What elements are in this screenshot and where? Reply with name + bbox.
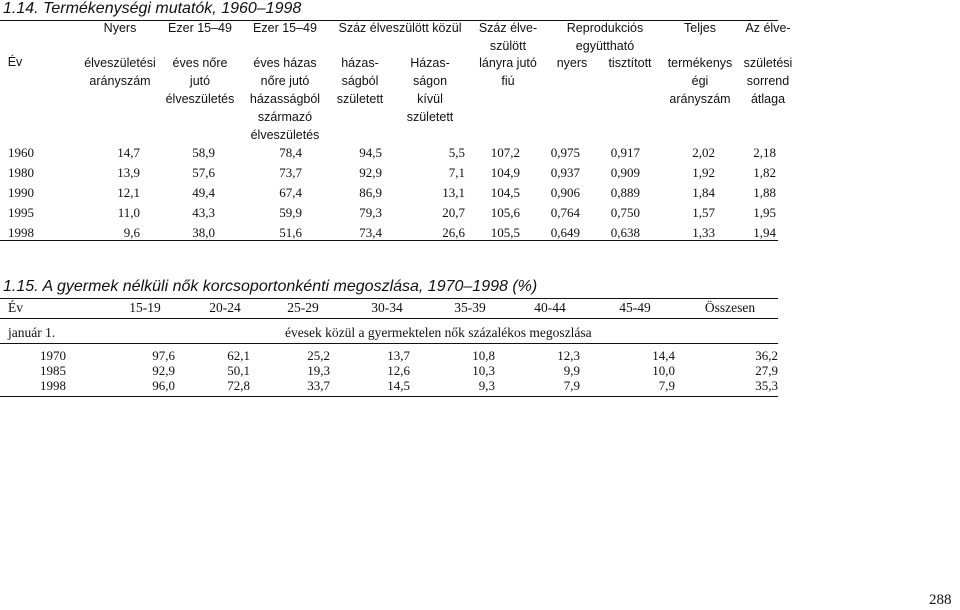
table-cell: 12,1 (117, 185, 140, 200)
header-sorrend-atlaga: Az élve- (745, 21, 791, 35)
header-szaz-elveszulott: Száz élveszülött közül (338, 21, 462, 35)
table-cell: 2,18 (753, 145, 776, 160)
table-cell: 25,2 (307, 348, 330, 363)
table-cell: 9,9 (563, 363, 580, 378)
header-ezer-hazas: nőre jutó (260, 74, 310, 88)
header-reprodukcios: együttható (575, 39, 635, 53)
table2-header-age: 35-39 (454, 300, 486, 315)
table-cell: 10,8 (472, 348, 495, 363)
row-year: 1970 (40, 348, 66, 363)
table-cell: 14,4 (652, 348, 675, 363)
table-cell: 0,906 (550, 185, 580, 200)
table-cell: 38,0 (192, 225, 215, 240)
table2-subheader-january: január 1. (8, 325, 56, 340)
table-cell: 12,3 (557, 348, 580, 363)
table-cell: 2,02 (692, 145, 715, 160)
table-cell: 36,2 (755, 348, 778, 363)
table-cell: 92,9 (359, 165, 382, 180)
table-cell: 10,0 (652, 363, 675, 378)
header-ezer-15-49: Ezer 15–49 (168, 21, 232, 35)
table-cell: 62,1 (227, 348, 250, 363)
table-cell: 51,6 (279, 225, 302, 240)
table2-header-age: 40-44 (534, 300, 566, 315)
table-cell: 1,33 (692, 225, 715, 240)
table-cell: 14,5 (387, 378, 410, 393)
row-year: 1998 (40, 378, 66, 393)
table-cell: 5,5 (448, 145, 465, 160)
header-hazassagbol: született (336, 92, 384, 106)
table-cell: 1,57 (692, 205, 715, 220)
header-hazassagon-kivul: Házas- (410, 56, 450, 70)
table-cell: 97,6 (152, 348, 175, 363)
header-teljes-termekenysegi: termékenys (667, 56, 733, 70)
header-teljes-termekenysegi: égi (691, 74, 709, 88)
table-cell: 0,638 (610, 225, 640, 240)
header-ezer-hazas: élveszületés (250, 128, 320, 142)
table-cell: 35,3 (755, 378, 778, 393)
table2-header-rule (0, 318, 778, 319)
header-ezer-hazas: Ezer 15–49 (253, 21, 317, 35)
table-cell: 13,1 (442, 185, 465, 200)
table-cell: 59,9 (279, 205, 302, 220)
table-cell: 0,649 (550, 225, 580, 240)
table-cell: 50,1 (227, 363, 250, 378)
table-cell: 7,9 (563, 378, 580, 393)
table2-header-ev: Év (8, 300, 23, 315)
header-tisztitott: tisztított (608, 56, 652, 70)
table2-title: 1.15. A gyermek nélküli nők korcsoportonkénti megoszlása, 1970–1998 (%) (3, 278, 538, 295)
table-cell: 9,6 (123, 225, 140, 240)
table-cell: 19,3 (307, 363, 330, 378)
table-cell: 73,7 (279, 165, 302, 180)
header-teljes-termekenysegi: Teljes (684, 21, 716, 35)
header-hazassagon-kivul: született (406, 110, 454, 124)
header-ezer-hazas: házasságból (249, 92, 321, 106)
table-cell: 0,937 (550, 165, 580, 180)
table2-header-age: Összesen (704, 300, 756, 315)
table-cell: 58,9 (192, 145, 215, 160)
header-ezer-15-49: élveszületés (165, 92, 235, 106)
header-hazassagbol: házas- (341, 56, 379, 70)
table2-header-age: 15-19 (129, 300, 161, 315)
table-cell: 0,750 (610, 205, 640, 220)
table2-subheader-rule (0, 343, 778, 344)
table-cell: 67,4 (279, 185, 302, 200)
header-hazassagon-kivul: ságon (412, 74, 448, 88)
table-cell: 105,6 (490, 205, 520, 220)
table2-top-rule (0, 298, 778, 299)
table-cell: 0,764 (550, 205, 580, 220)
header-fiu-lany: Száz élve- (478, 21, 538, 35)
table-cell: 105,5 (490, 225, 520, 240)
table2-bottom-rule (0, 396, 778, 397)
header-fiu-lany: fiú (501, 74, 515, 88)
header-ezer-hazas: származó (257, 110, 313, 124)
header-teljes-termekenysegi: arányszám (669, 92, 731, 106)
table-cell: 73,4 (359, 225, 382, 240)
table-cell: 1,84 (692, 185, 715, 200)
page-number: 288 (929, 592, 952, 608)
header-hazassagon-kivul: kívül (417, 92, 443, 106)
table-cell: 107,2 (490, 145, 520, 160)
table-cell: 1,95 (753, 205, 776, 220)
header-sorrend-atlaga: születési (743, 56, 793, 70)
header-ezer-hazas: éves házas (253, 56, 317, 70)
table-cell: 49,4 (192, 185, 215, 200)
header-reprodukcios: Reprodukciós (566, 21, 644, 35)
table-cell: 79,3 (359, 205, 382, 220)
table2-header-age: 25-29 (287, 300, 319, 315)
table-cell: 1,94 (753, 225, 776, 240)
table2-header-age: 20-24 (209, 300, 241, 315)
header-nyers-repro: nyers (556, 56, 588, 70)
header-ezer-15-49: jutó (189, 74, 211, 88)
table-cell: 7,1 (448, 165, 465, 180)
header-nyers: Nyers (103, 21, 137, 35)
table-cell: 94,5 (359, 145, 382, 160)
table-cell: 96,0 (152, 378, 175, 393)
table-cell: 0,909 (610, 165, 640, 180)
table2-subheader-description: évesek közül a gyermektelen nők százalékos megoszlása (285, 325, 592, 340)
table-cell: 7,9 (658, 378, 675, 393)
table-cell: 10,3 (472, 363, 495, 378)
table-cell: 27,9 (755, 363, 778, 378)
table-cell: 86,9 (359, 185, 382, 200)
table-cell: 9,3 (478, 378, 495, 393)
row-year: 1985 (40, 363, 66, 378)
header-nyers: élveszületési (84, 56, 156, 70)
header-fiu-lany: lányra jutó (479, 56, 537, 70)
header-nyers: arányszám (89, 74, 151, 88)
table-cell: 104,9 (490, 165, 520, 180)
table-cell: 1,88 (753, 185, 776, 200)
table-cell: 0,975 (550, 145, 580, 160)
table-cell: 13,7 (387, 348, 410, 363)
table-cell: 78,4 (279, 145, 302, 160)
table-cell: 1,82 (753, 165, 776, 180)
table-cell: 20,7 (442, 205, 465, 220)
row-year: 1990 (8, 185, 34, 200)
header-sorrend-atlaga: sorrend (746, 74, 790, 88)
table-cell: 43,3 (192, 205, 215, 220)
row-year: 1980 (8, 165, 34, 180)
table-cell: 92,9 (152, 363, 175, 378)
header-fiu-lany: szülött (489, 39, 527, 53)
table-cell: 11,0 (117, 205, 140, 220)
header-ezer-15-49: éves nőre (172, 56, 228, 70)
table1-title: 1.14. Termékenységi mutatók, 1960–1998 (3, 0, 302, 17)
table-cell: 0,917 (610, 145, 640, 160)
table-cell: 104,5 (490, 185, 520, 200)
table1-bottom-rule (0, 240, 778, 241)
table-cell: 0,889 (610, 185, 640, 200)
table-cell: 1,92 (692, 165, 715, 180)
table2-header-age: 30-34 (371, 300, 403, 315)
header-sorrend-atlaga: átlaga (750, 92, 786, 106)
row-year: 1960 (8, 145, 34, 160)
header-ev: Év (7, 55, 23, 69)
header-hazassagbol: ságból (341, 74, 379, 88)
table-cell: 72,8 (227, 378, 250, 393)
table2-header-age: 45-49 (619, 300, 651, 315)
table-cell: 12,6 (387, 363, 410, 378)
table-cell: 13,9 (117, 165, 140, 180)
row-year: 1998 (8, 225, 34, 240)
table-cell: 33,7 (307, 378, 330, 393)
table-cell: 14,7 (117, 145, 140, 160)
table-cell: 57,6 (192, 165, 215, 180)
row-year: 1995 (8, 205, 34, 220)
table-cell: 26,6 (442, 225, 465, 240)
